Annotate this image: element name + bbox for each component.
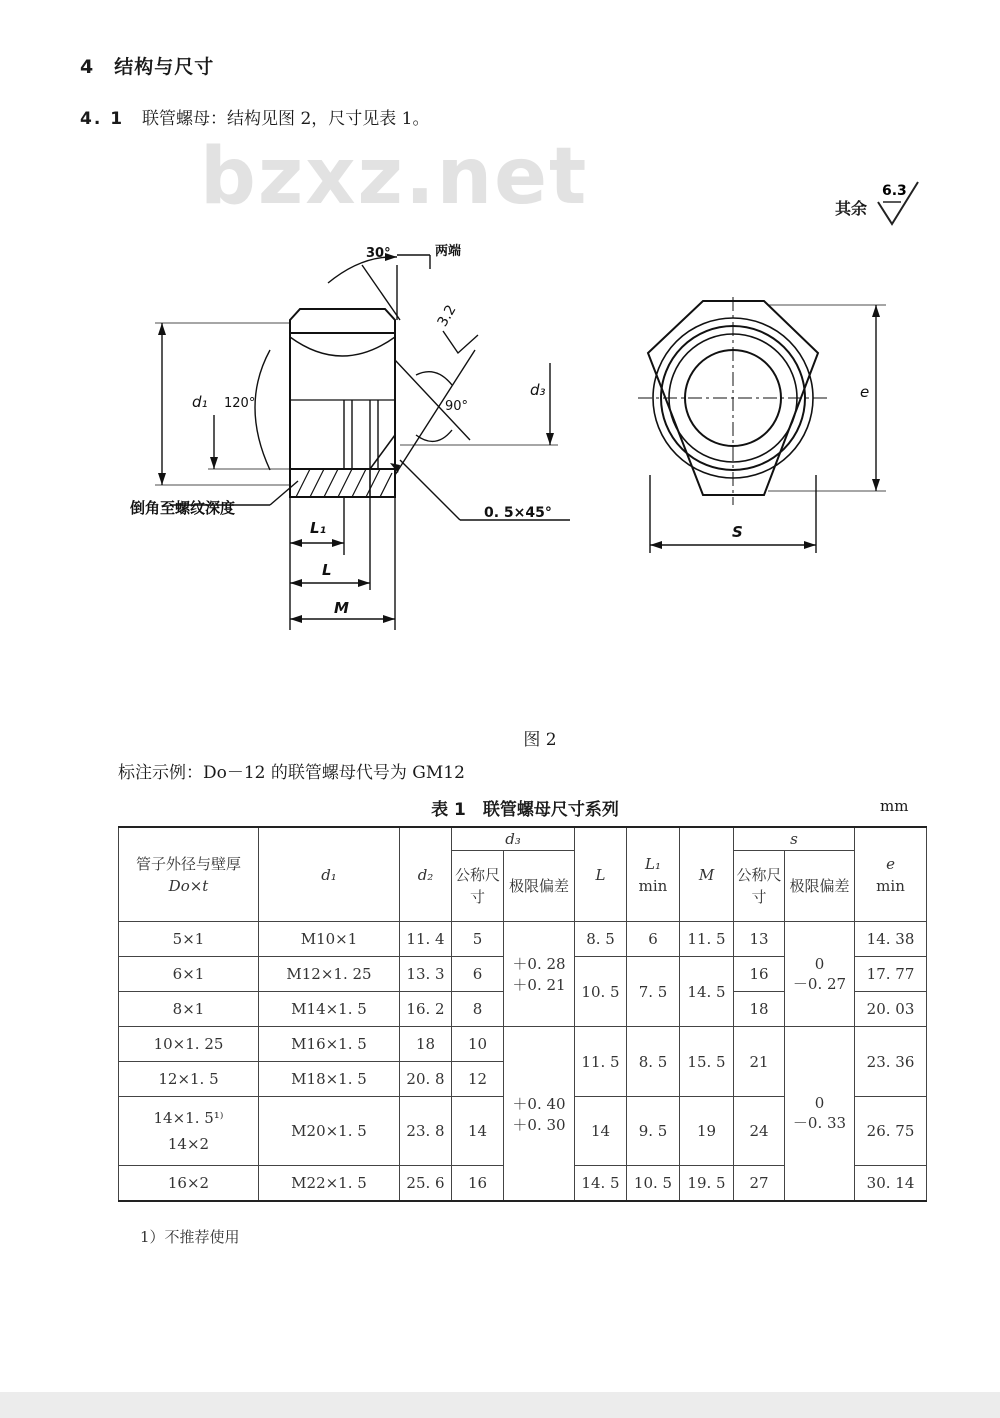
table-row: 12×1. 5 M18×1. 5 20. 8 12 (119, 1062, 927, 1097)
roughness-value: 6.3 (882, 183, 907, 199)
dimension-table (118, 826, 926, 1202)
nut-drawing (100, 235, 900, 635)
table-row: 5×1 M10×1 11. 4 5 ＋0. 28 ＋0. 21 8. 5 6 11. 5 13 0 －0. 27 14. 38 (119, 922, 927, 957)
table-row: 16×2 M22×1. 5 25. 6 16 14. 5 10. 5 19. 5 27 30. 14 (119, 1166, 927, 1202)
roughness-label: 其余 (835, 199, 868, 218)
header-d3-tol: 极限偏差 (504, 851, 575, 922)
angle-120-label: 120° (224, 396, 256, 411)
chamfer-dim: 0. 5×45° (484, 505, 552, 521)
chamfer-note: 倒角至螺纹深度 (130, 499, 236, 517)
header-m: M (680, 827, 734, 922)
header-l1: L₁ min (627, 827, 680, 922)
section-heading: 4 结构与尺寸 (80, 56, 215, 78)
figure-caption: 图 2 (523, 730, 557, 750)
table-unit: mm (880, 797, 909, 815)
d3-tol-cell-2: ＋0. 40 ＋0. 30 (504, 1027, 575, 1202)
header-d3-nominal: 公称尺寸 (452, 851, 504, 922)
header-d3: d₃ (452, 827, 575, 851)
table-row: 8×1 M14×1. 5 16. 2 8 18 20. 03 (119, 992, 927, 1027)
s-tol-cell-2: 0 －0. 33 (785, 1027, 855, 1202)
section-hatch (296, 469, 392, 497)
l-label: L (322, 561, 332, 579)
header-e: e min (855, 827, 927, 922)
l1-label: L₁ (310, 519, 327, 537)
header-s-tol: 极限偏差 (785, 851, 855, 922)
s-tol-cell-1: 0 －0. 27 (785, 922, 855, 1027)
angle-30-label: 30° (366, 246, 391, 261)
header-pipe: 管子外径与壁厚 Do×t (119, 827, 259, 922)
marking-example: 标注示例：Do－12 的联管螺母代号为 GM12 (118, 763, 465, 783)
header-s-nominal: 公称尺寸 (734, 851, 785, 922)
d3-label: d₃ (530, 381, 546, 399)
angle-90-label: 90° (445, 399, 469, 414)
e-label: e (860, 383, 870, 401)
page-bottom-bar (0, 1392, 1000, 1418)
m-label: M (334, 599, 349, 617)
roughness-32-label: 3.2 (434, 302, 460, 330)
header-l: L (575, 827, 627, 922)
d3-tol-cell-1: ＋0. 28 ＋0. 21 (504, 922, 575, 1027)
both-ends-label: 两端 (435, 244, 462, 259)
subsection-number: 4. 1 (80, 109, 125, 129)
table-footnote: 1）不推荐使用 (140, 1228, 240, 1246)
table-row: 14×1. 5¹⁾ 14×2 M20×1. 5 23. 8 14 14 9. 5 19 24 26. 75 (119, 1097, 927, 1166)
header-d1: d₁ (259, 827, 400, 922)
table-caption: 表 1 联管螺母尺寸系列 (431, 800, 619, 820)
table-row: 6×1 M12×1. 25 13. 3 6 10. 5 7. 5 14. 5 16 17. 77 (119, 957, 927, 992)
roughness-symbol-icon (876, 178, 926, 228)
header-d2: d₂ (400, 827, 452, 922)
header-s: s (734, 827, 855, 851)
watermark: bzxz.net (200, 132, 589, 222)
subsection-text: 联管螺母：结构见图 2，尺寸见表 1。 (142, 109, 430, 129)
d1-label: d₁ (192, 393, 208, 411)
subsection-line (80, 104, 430, 129)
s-label: S (732, 523, 743, 541)
table-row: 10×1. 25 M16×1. 5 18 10 ＋0. 40 ＋0. 30 11. 5 8. 5 15. 5 21 0 －0. 33 23. 36 (119, 1027, 927, 1062)
